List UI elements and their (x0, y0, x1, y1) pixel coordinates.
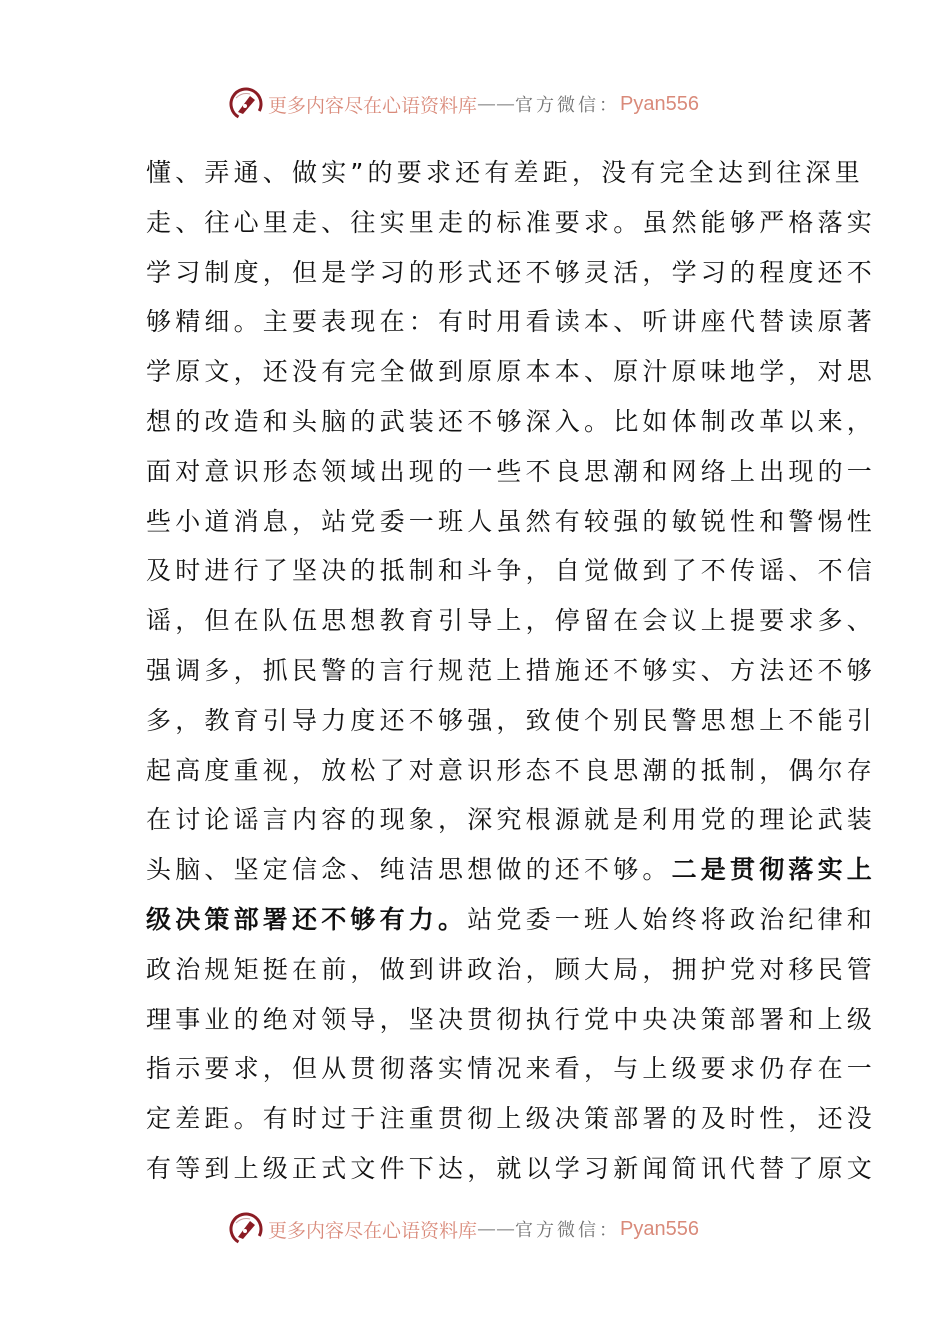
banner-dash: —— (477, 93, 516, 115)
text-line: 起高度重视，放松了对意识形态不良思潮的抵制，偶尔存 (146, 755, 877, 785)
header-watermark-banner (228, 84, 699, 124)
text-line: 些小道消息，站党委一班人虽然有较强的敏锐性和警惕性 (146, 506, 877, 536)
text-line: 头脑、坚定信念、纯洁思想做的还不够。二是贯彻落实上 (146, 855, 877, 885)
text-line: 定差距。有时过于注重贯彻上级决策部署的及时性，还没 (146, 1104, 877, 1134)
text-line: 有等到上级正式文件下达，就以学习新闻简讯代替了原文 (146, 1153, 877, 1183)
bold-heading-part: 级决策部署还不够有力。 (146, 904, 468, 934)
banner-site-name: 更多内容尽在心语资料库 (268, 94, 478, 117)
text-line: 指示要求，但从贯彻落实情况来看，与上级要求仍存在一 (146, 1054, 877, 1084)
pen-nib-logo-icon (228, 86, 264, 122)
text-line: 政治规矩挺在前，做到讲政治，顾大局，拥护党对移民管 (146, 954, 877, 984)
document-body (146, 148, 877, 1194)
text-line: 学习制度，但是学习的形式还不够灵活，学习的程度还不 (146, 257, 877, 287)
text-line: 级决策部署还不够有力。站党委一班人始终将政治纪律和 (146, 904, 877, 934)
text-line: 强调多，抓民警的言行规范上措施还不够实、方法还不够 (146, 655, 877, 685)
banner-wechat-label: 官方微信： (515, 1220, 621, 1241)
banner-wechat-id: Pyan556 (620, 92, 699, 115)
text-line: 走、往心里走、往实里走的标准要求。虽然能够严格落实 (146, 207, 877, 237)
text-line: 懂、弄通、做实”的要求还有差距，没有完全达到往深里 (146, 158, 864, 187)
banner-wechat-label: 官方微信： (515, 95, 621, 116)
text-line: 多，教育引导力度还不够强，致使个别民警思想上不能引 (146, 705, 877, 735)
text-line: 及时进行了坚决的抵制和斗争，自觉做到了不传谣、不信 (146, 556, 877, 586)
pen-nib-logo-icon (228, 1211, 264, 1247)
text-line: 够精细。主要表现在：有时用看读本、听讲座代替读原著 (146, 307, 877, 337)
banner-site-name: 更多内容尽在心语资料库 (268, 1219, 478, 1242)
banner-wechat-id: Pyan556 (620, 1217, 699, 1240)
bold-heading-part: 二是贯彻落实上 (671, 855, 877, 885)
banner-dash: —— (477, 1218, 516, 1240)
text-line: 在讨论谣言内容的现象，深究根源就是利用党的理论武装 (146, 805, 877, 835)
text-line: 理事业的绝对领导，坚决贯彻执行党中央决策部署和上级 (146, 1004, 877, 1034)
text-line: 想的改造和头脑的武装还不够深入。比如体制改革以来， (146, 406, 877, 436)
text-line: 谣，但在队伍思想教育引导上，停留在会议上提要求多、 (146, 606, 877, 636)
text-line: 面对意识形态领域出现的一些不良思潮和网络上出现的一 (146, 456, 877, 486)
text-line: 学原文，还没有完全做到原原本本、原汁原味地学，对思 (146, 357, 877, 387)
footer-watermark-banner (228, 1209, 699, 1249)
